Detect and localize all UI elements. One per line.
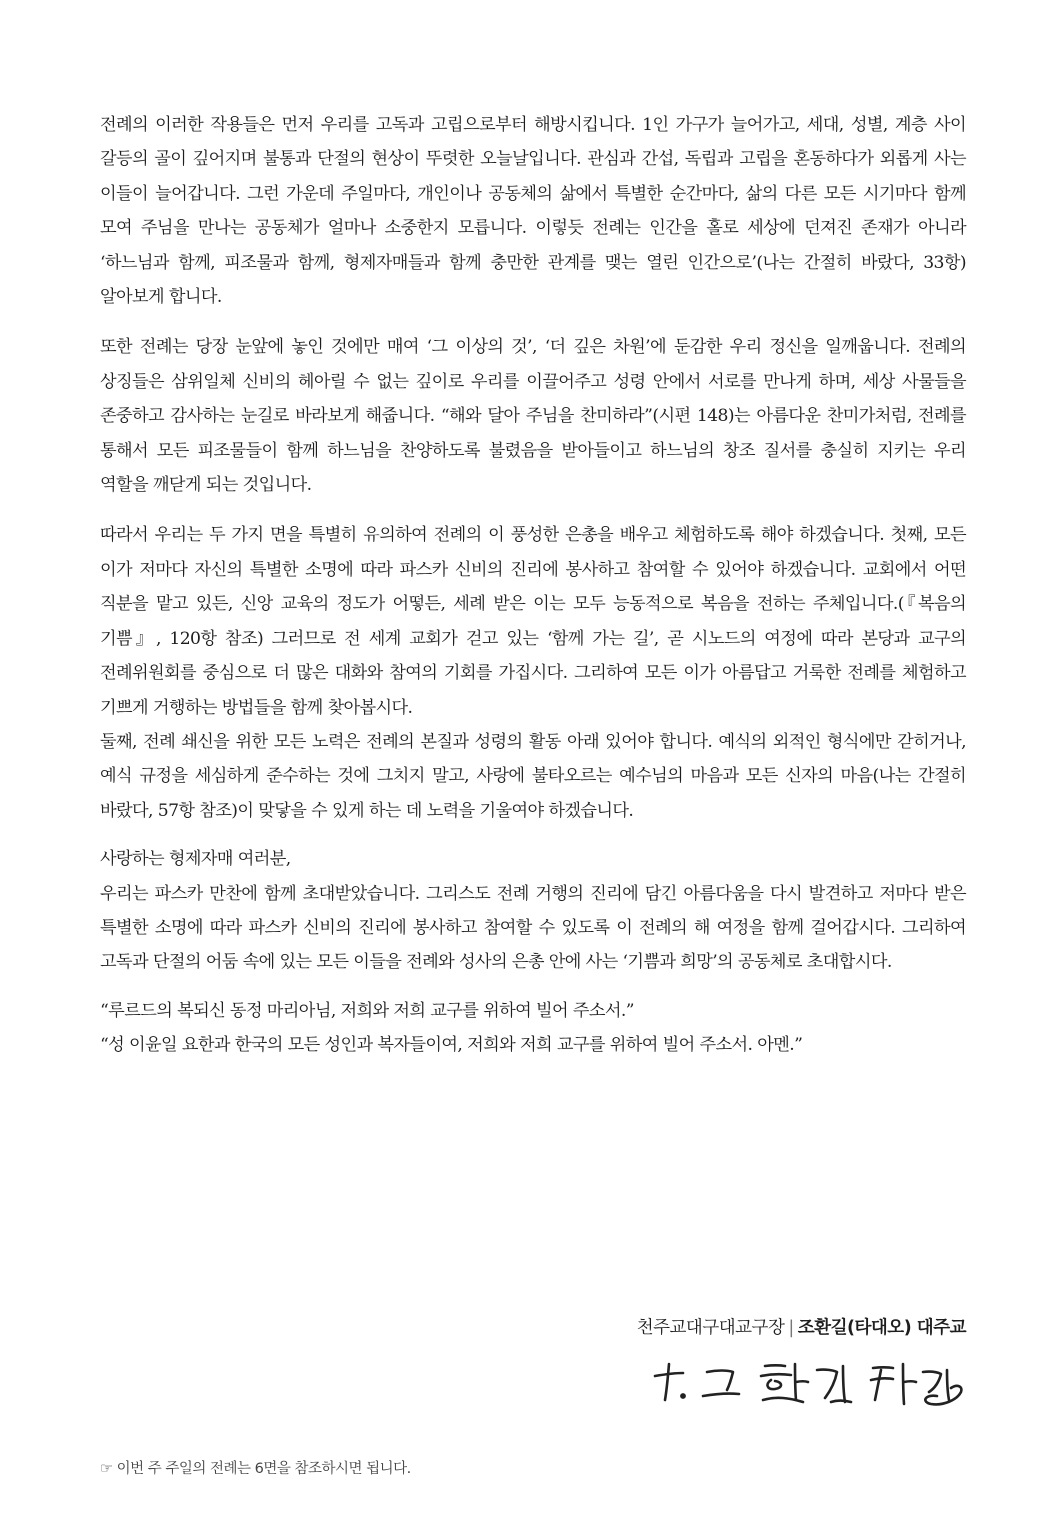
letter-body	[100, 108, 966, 1063]
paragraph-liturgy-awakening: 또한 전례는 당장 눈앞에 놓인 것에만 매여 ‘그 이상의 것’, ‘더 깊은 차원’에 둔감한 우리 정신을 일깨웁니다. 전례의 상징들은 삼위일체 신비의 헤아릴 수 없는 깊이로 우리를 이끌어주고 성령 안에서 서로를 만나게 하며, 세상 사물들을 존중하고 감사하는 눈길로 바라보게 해줍니다. “해와 달아 주님을 찬미하라”(시편 148)는 아름다운 찬미가처럼, 전례를 통해서 모든 피조물들이 함께 하느님을 찬양하도록 불렸음을 받아들이고 하느님의 창조 질서를 충실히 지키는 우리 역할을 깨닫게 되는 것입니다.	[100, 337, 966, 496]
signature-separator: |	[788, 1318, 794, 1338]
prayer-saints: “성 이윤일 요한과 한국의 모든 성인과 복자들이여, 저희와 저희 교구를 위하여 빌어 주소서. 아멘.”	[100, 1035, 803, 1056]
prayer-lourdes: “루르드의 복되신 동정 마리아님, 저희와 저희 교구를 위하여 빌어 주소서.”	[100, 1000, 634, 1021]
paragraph-invitation: 우리는 파스카 만찬에 함께 초대받았습니다. 그리스도 전례 거행의 진리에 담긴 아름다움을 다시 발견하고 저마다 받은 특별한 소명에 따라 파스카 신비의 진리에 봉사하고 참여할 수 있도록 이 전례의 해 여정을 함께 걸어갑시다. 그리하여 고독과 단절의 어둠 속에 있는 모든 이들을 전례와 성사의 은총 안에 사는 ‘기쁨과 희망’의 공동체로 초대합시다.	[100, 883, 966, 973]
handwritten-signature	[645, 1356, 965, 1412]
footnote-liturgy-reference: ☞ 이번 주 주일의 전례는 6면을 참조하시면 됩니다.	[100, 1461, 411, 1477]
signature-title: 천주교대구대교구장	[636, 1318, 785, 1338]
paragraph-second-point: 둘째, 전례 쇄신을 위한 모든 노력은 전례의 본질과 성령의 활동 아래 있어야 합니다. 예식의 외적인 형식에만 갇히거나, 예식 규정을 세심하게 준수하는 것에 그치지 말고, 사랑에 불타오르는 예수님의 마음과 모든 신자의 마음(나는 간절히 바랐다, 57항 참조)이 맞닿을 수 있게 하는 데 노력을 기울여야 하겠습니다.	[100, 731, 966, 821]
signature-block	[637, 1314, 966, 1339]
salutation: 사랑하는 형제자매 여러분,	[100, 849, 291, 870]
signature-name: 조환길(타대오) 대주교	[797, 1318, 966, 1338]
paragraph-first-point: 따라서 우리는 두 가지 면을 특별히 유의하여 전례의 이 풍성한 은총을 배우고 체험하도록 해야 하겠습니다. 첫째, 모든 이가 저마다 자신의 특별한 소명에 따라 파스카 신비의 진리에 봉사하고 참여할 수 있어야 하겠습니다. 교회에서 어떤 직분을 맡고 있든, 신앙 교육의 정도가 어떻든, 세례 받은 이는 모두 능동적으로 복음을 전하는 주체입니다.(『복음의 기쁨』, 120항 참조) 그러므로 전 세계 교회가 걷고 있는 ‘함께 가는 길’, 곧 시노드의 여정에 따라 본당과 교구의 전례위원회를 중심으로 더 많은 대화와 참여의 기회를 가집시다. 그리하여 모든 이가 아름답고 거룩한 전례를 체험하고 기쁘게 거행하는 방법들을 함께 찾아봅시다.	[100, 525, 966, 718]
paragraph-liturgy-liberation: 전례의 이러한 작용들은 먼저 우리를 고독과 고립으로부터 해방시킵니다. 1인 가구가 늘어가고, 세대, 성별, 계층 사이 갈등의 골이 깊어지며 불통과 단절의 현상이 뚜렷한 오늘날입니다. 관심과 간섭, 독립과 고립을 혼동하다가 외롭게 사는 이들이 늘어갑니다. 그런 가운데 주일마다, 개인이나 공동체의 삶에서 특별한 순간마다, 삶의 다른 모든 시기마다 함께 모여 주님을 만나는 공동체가 얼마나 소중한지 모릅니다. 이렇듯 전례는 인간을 홀로 세상에 던져진 존재가 아니라 ‘하느님과 함께, 피조물과 함께, 형제자매들과 함께 충만한 관계를 맺는 열린 인간으로’(나는 간절히 바랐다, 33항) 알아보게 합니다.	[100, 115, 966, 308]
